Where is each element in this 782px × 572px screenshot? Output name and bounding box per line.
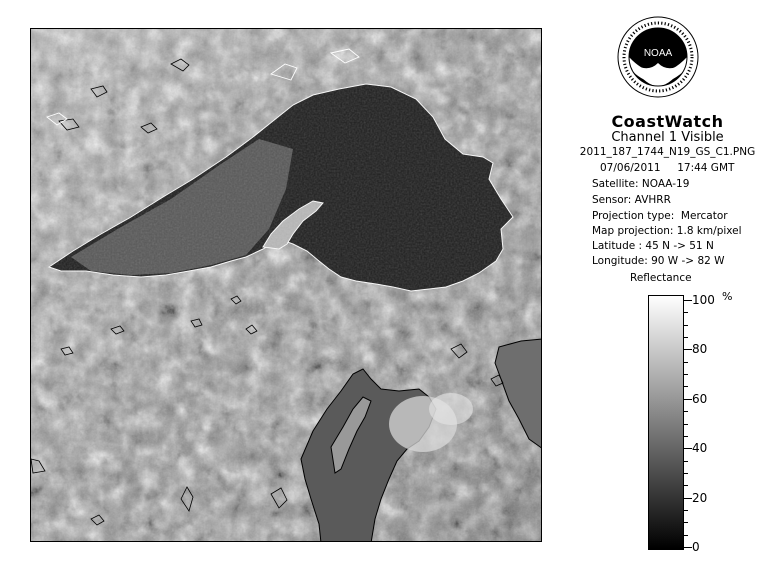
colorbar-minor-tick [684, 312, 688, 313]
reflectance-colorbar [648, 295, 684, 550]
colorbar-tick-label: 0 [692, 540, 700, 554]
colorbar-major-tick [684, 349, 692, 350]
filename-label: 2011_187_1744_N19_GS_C1.PNG [579, 146, 756, 158]
colorbar-major-tick [684, 448, 692, 449]
app-title: CoastWatch [611, 112, 724, 131]
colorbar-tick-label: 20 [692, 491, 708, 505]
colorbar-minor-tick [684, 510, 688, 511]
legend-unit: % [722, 290, 733, 303]
colorbar-minor-tick [684, 424, 688, 425]
colorbar-major-tick [684, 498, 692, 499]
colorbar-tick-label: 80 [692, 342, 708, 356]
colorbar-major-tick [684, 547, 692, 548]
colorbar-tick-label: 60 [692, 392, 708, 406]
satellite-label: Satellite: NOAA-19 [592, 178, 690, 190]
colorbar-minor-tick [684, 362, 688, 363]
cloud-patch [429, 393, 473, 425]
map-projection-label: Map projection: 1.8 km/pixel [592, 225, 742, 237]
colorbar-minor-tick [684, 473, 688, 474]
legend-title: Reflectance [630, 272, 692, 284]
sensor-noise [31, 29, 542, 542]
colorbar-minor-tick [684, 337, 688, 338]
latitude-label: Latitude : 45 N -> 51 N [592, 240, 714, 252]
datetime-label: 07/06/2011 17:44 GMT [600, 162, 735, 174]
noaa-logo-label: NOAA [643, 48, 673, 59]
longitude-label: Longitude: 90 W -> 82 W [592, 255, 725, 267]
colorbar-minor-tick [684, 485, 688, 486]
satellite-image-canvas [31, 29, 542, 542]
colorbar-major-tick [684, 399, 692, 400]
colorbar-major-tick [684, 300, 692, 301]
sensor-label: Sensor: AVHRR [592, 194, 671, 206]
colorbar-minor-tick [684, 411, 688, 412]
colorbar-minor-tick [684, 461, 688, 462]
colorbar-minor-tick [684, 535, 688, 536]
colorbar-minor-tick [684, 386, 688, 387]
colorbar-tick-label: 100 [692, 293, 715, 307]
projection-type-label: Projection type: Mercator [592, 210, 728, 222]
satellite-image [30, 28, 542, 542]
colorbar-tick-label: 40 [692, 441, 708, 455]
colorbar-minor-tick [684, 374, 688, 375]
channel-label: Channel 1 Visible [611, 130, 724, 145]
colorbar-minor-tick [684, 325, 688, 326]
noaa-logo-icon [617, 16, 699, 98]
colorbar-minor-tick [684, 522, 688, 523]
colorbar-minor-tick [684, 436, 688, 437]
noaa-logo-svg [617, 16, 699, 98]
